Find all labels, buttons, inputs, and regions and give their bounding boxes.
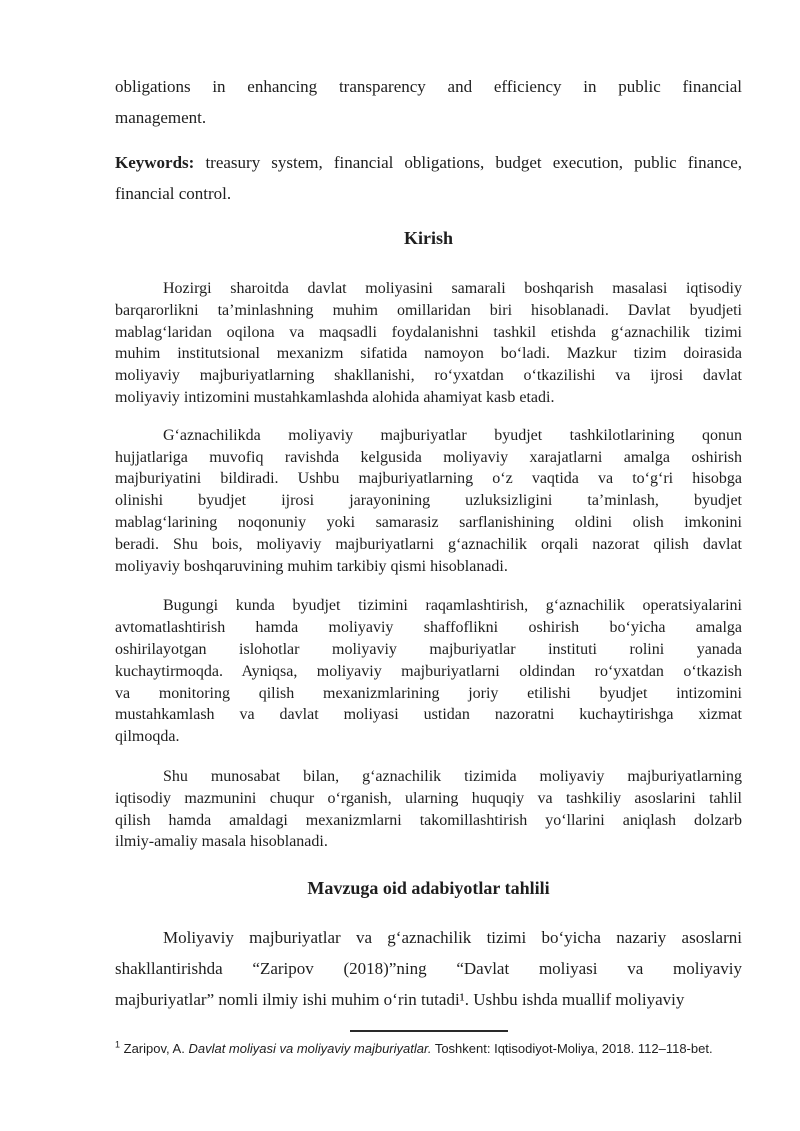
text-line: management. xyxy=(115,108,207,127)
section-heading-literature-review: Mavzuga oid adabiyotlar tahlili xyxy=(307,878,550,899)
text-line: moliyaviy intizomini mustahkamlashda alohida ahamiyat kasb etadi. xyxy=(115,388,555,406)
text-line: obligations in enhancing transparency and efficiency in public financial xyxy=(115,77,742,96)
text-line: va monitoring qilish mexanizmlarining joriy etilishi byudjet intizomini xyxy=(115,684,742,702)
text-line: Hozirgi sharoitda davlat moliyasini samarali boshqarish masalasi iqtisodiy xyxy=(163,280,742,297)
text-line: avtomatlashtirish hamda moliyaviy shaffoflikni oshirish boʻyicha amalga xyxy=(115,619,742,637)
text-line: shakllantirishda “Zaripov (2018)”ning “Davlat moliyasi va moliyaviy xyxy=(115,959,742,979)
text-line: majburiyatini bildiradi. Ushbu majburiyatlarning oʻz vaqtida va toʻgʻri hisobga xyxy=(115,470,742,488)
body-paragraph xyxy=(115,278,742,409)
literature-paragraph xyxy=(115,922,742,1015)
footnote-marker: 1 xyxy=(115,1039,121,1050)
text-line: moliyaviy boshqaruvining muhim tarkibiy qismi hisoblanadi. xyxy=(115,557,508,575)
body-paragraph xyxy=(115,595,742,748)
keywords-paragraph xyxy=(115,147,742,209)
text-line: Bugungi kunda byudjet tizimini raqamlashtirish, gʻaznachilik operatsiyalarini xyxy=(163,597,742,615)
text-line: mustahkamlash va davlat moliyasi ustidan nazoratni kuchaytirishga xizmat xyxy=(115,706,742,724)
text-line: barqarorlikni ta’minlashning muhim omillaridan biri hisoblanadi. Davlat byudjeti xyxy=(115,301,742,319)
text-line: qilish hamda amaldagi mexanizmlarni takomillashtirish yoʻllarini aniqlash dolzarb xyxy=(115,811,742,829)
text-line: beradi. Shu bois, moliyaviy majburiyatlarni gʻaznachilik orqali nazorat qilish davlat xyxy=(115,535,742,553)
keywords-line-2: financial control. xyxy=(115,184,232,203)
text-line: Shu munosabat bilan, gʻaznachilik tizimida moliyaviy majburiyatlarning xyxy=(163,767,742,785)
text-line: oshirilayotgan islohotlar moliyaviy majburiyatlar instituti rolini yanada xyxy=(115,640,742,658)
body-paragraph xyxy=(115,425,742,578)
abstract-continuation-paragraph xyxy=(115,71,742,133)
footnote-author: Zaripov, A. xyxy=(123,1041,185,1057)
text-line: kuchaytirmoqda. Ayniqsa, moliyaviy majburiyatlarni oldindan roʻyxatdan oʻtkazish xyxy=(115,662,742,680)
footnote-title: Davlat moliyasi va moliyaviy majburiyatlar. xyxy=(188,1041,432,1057)
text-line: olinishi byudjet ijrosi jarayonining uzluksizligini ta’minlash, byudjet xyxy=(115,492,742,510)
text-line: mablagʻlarining noqonuniy yoki samarasiz sarflanishining oldini olish imkonini xyxy=(115,513,742,531)
text-line: Gʻaznachilikda moliyaviy majburiyatlar byudjet tashkilotlarining qonun xyxy=(163,426,742,444)
text-line: iqtisodiy mazmunini chuqur oʻrganish, ularning huquqiy va tashkiliy asoslarini tahlil xyxy=(115,789,742,807)
page-content xyxy=(115,71,742,1057)
footnote xyxy=(115,1040,742,1057)
section-heading-kirish: Kirish xyxy=(403,228,453,248)
keywords-terms: treasury system, financial obligations, budget execution, public finance, xyxy=(205,153,743,172)
text-line: ilmiy-amaliy masala hisoblanadi. xyxy=(115,833,328,851)
text-line: mablagʻlaridan oqilona va maqsadli foydalanishni tashkil etishda gʻaznachilik tizimi xyxy=(115,323,742,341)
text-line: Moliyaviy majburiyatlar va gʻaznachilik tizimi boʻyicha nazariy asoslarni xyxy=(163,928,742,948)
footnote-publication: Toshkent: Iqtisodiyot-Moliya, 2018. 112–118-bet. xyxy=(434,1041,713,1057)
text-line: moliyaviy majburiyatlarning shakllanishi, roʻyxatdan oʻtkazilishi va ijrosi davlat xyxy=(115,367,742,385)
text-line: qilmoqda. xyxy=(115,728,180,746)
footnote-separator-rule xyxy=(350,1030,508,1032)
text-line: majburiyatlar” nomli ilmiy ishi muhim oʻrin tutadi¹. Ushbu ishda muallif moliyaviy xyxy=(115,990,685,1010)
body-paragraph xyxy=(115,766,742,853)
keywords-label: Keywords: xyxy=(115,153,195,172)
text-line: hujjatlariga muvofiq ravishda kelgusida moliyaviy xarajatlarni amalga oshirish xyxy=(115,448,742,466)
keywords-line-1 xyxy=(115,147,742,178)
text-line: muhim institutsional mexanizm sifatida namoyon boʻladi. Mazkur tizim doirasida xyxy=(115,345,742,363)
